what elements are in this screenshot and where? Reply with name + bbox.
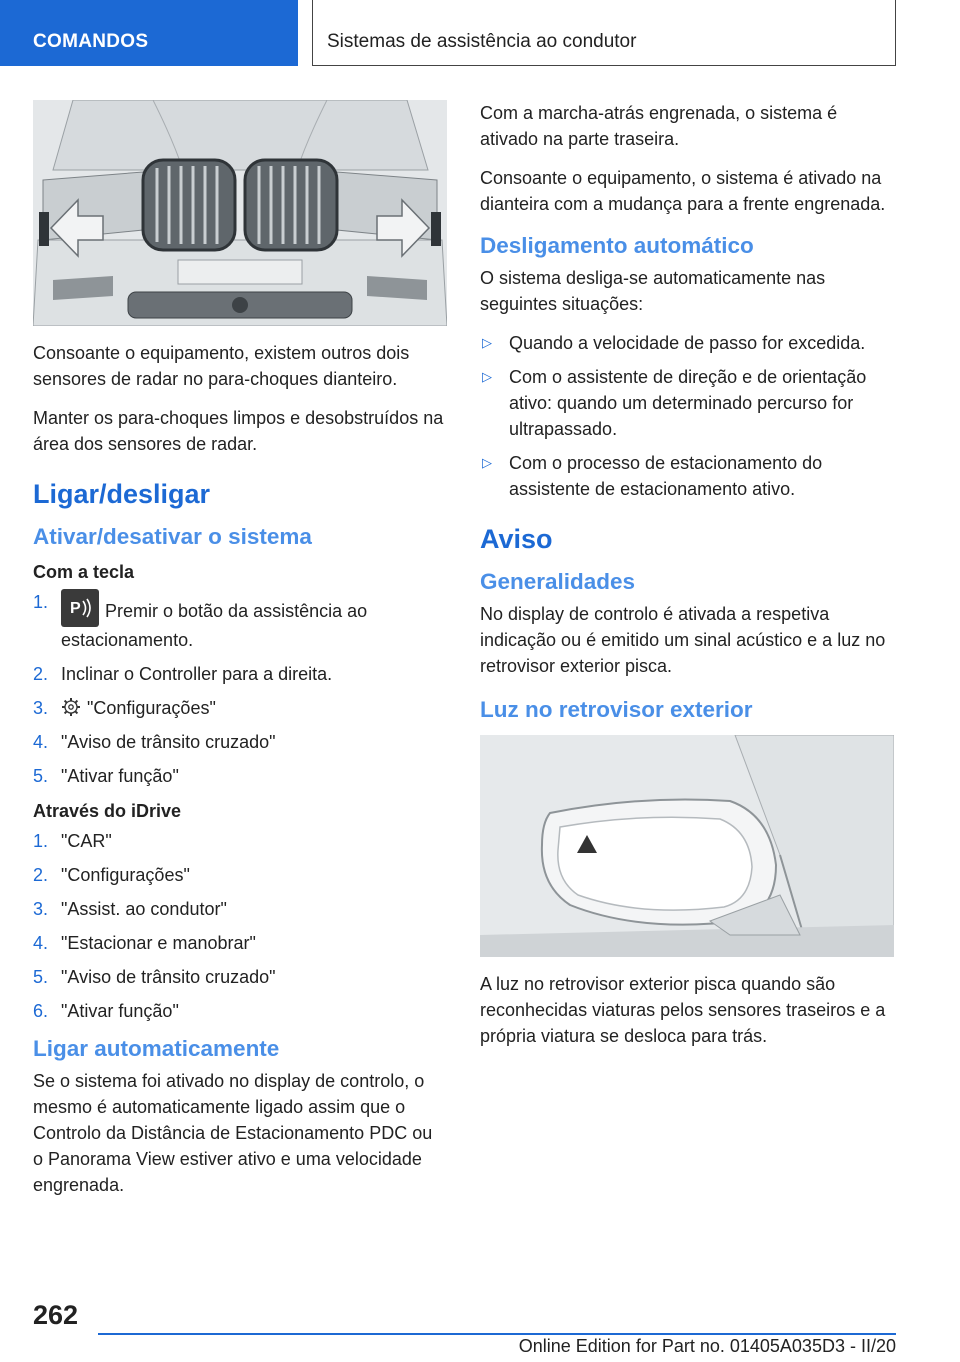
list-item (33, 964, 447, 990)
page-number: 262 (33, 1300, 79, 1330)
heading-luz-retrovisor: Luz no retrovisor exterior (480, 697, 753, 722)
bullet-triangle-icon: ▷ (482, 335, 492, 350)
step-text: "Aviso de trânsito cruzado" (61, 967, 276, 987)
list-item (33, 661, 447, 687)
step-text: "Estacionar e manobrar" (61, 933, 256, 953)
step-text: Inclinar o Controller para a direita. (61, 664, 333, 684)
list-item (480, 364, 894, 442)
heading-ligar-automaticamente: Ligar automaticamente (33, 1036, 280, 1061)
section-tab: COMANDOS (0, 0, 298, 66)
list-item (33, 896, 447, 922)
heading-ligar-desligar: Ligar/desligar (33, 479, 211, 509)
paragraph: A luz no retrovisor exterior pisca quando são reconhecidas viaturas pelos sensores traseiros e a própria viatura se desloca para trás. (480, 974, 886, 1046)
desligamento-list (480, 330, 894, 502)
park-assist-button-icon (61, 589, 99, 627)
chapter-title: Sistemas de assistência ao condutor (312, 0, 896, 66)
car-front-radar-figure (33, 100, 447, 326)
svg-text:P: P (70, 600, 81, 617)
step-text: "Configurações" (87, 698, 216, 718)
gear-icon (61, 697, 81, 717)
list-item (33, 862, 447, 888)
step-number: 1. (33, 592, 49, 612)
step-text: "Ativar função" (61, 1001, 179, 1021)
edition-text: Online Edition for Part no. 01405A035D3 - II/20 (518, 1336, 896, 1356)
list-item (33, 763, 447, 789)
bullet-triangle-icon: ▷ (482, 455, 492, 470)
step-number: 6. (33, 1001, 49, 1021)
paragraph: No display de controlo é ativada a respetiva indicação ou é emitido um sinal acústico e a luz no retrovisor exterior pisca. (480, 604, 886, 676)
paragraph: Se o sistema foi ativado no display de controlo, o mesmo é automaticamente ligado assim que o Controlo da Distância de Estacionamento PDC ou o Panorama View estiver ativo e uma velocidade engrenada. (33, 1071, 433, 1195)
step-text: "CAR" (61, 831, 112, 851)
list-item (33, 930, 447, 956)
paragraph: O sistema desliga-se automaticamente nas seguintes situações: (480, 268, 826, 314)
list-item (480, 450, 894, 502)
idrive-steps (33, 828, 447, 1024)
bullet-text: Com o processo de estacionamento do assistente de estacionamento ativo. (509, 453, 823, 499)
step-text: Premir o botão da assistência ao estacionamento. (61, 601, 368, 650)
bullet-text: Quando a velocidade de passo for excedida. (509, 333, 866, 353)
step-text: "Aviso de trânsito cruzado" (61, 732, 276, 752)
paragraph: Com a marcha-atrás engrenada, o sistema é ativado na parte traseira. (480, 103, 838, 149)
paragraph: Consoante o equipamento, o sistema é ativado na dianteira com a mudança para a frente engrenada. (480, 168, 886, 214)
heading-idrive: Através do iDrive (33, 801, 182, 821)
step-number: 5. (33, 967, 49, 987)
bullet-triangle-icon: ▷ (482, 369, 492, 384)
step-number: 2. (33, 664, 49, 684)
list-item (33, 998, 447, 1024)
left-column (33, 100, 447, 1211)
step-number: 1. (33, 831, 49, 851)
step-number: 3. (33, 899, 49, 919)
heading-aviso: Aviso (480, 524, 553, 554)
step-number: 5. (33, 766, 49, 786)
side-mirror-figure (480, 735, 894, 957)
step-text: "Assist. ao condutor" (61, 899, 227, 919)
list-item (480, 330, 894, 356)
step-number: 4. (33, 933, 49, 953)
step-number: 4. (33, 732, 49, 752)
bullet-text: Com o assistente de direção e de orientação ativo: quando um determinado percurso for ultrapassado. (509, 367, 867, 439)
list-item (33, 729, 447, 755)
heading-ativar-desativar: Ativar/desativar o sistema (33, 524, 312, 549)
step-number: 3. (33, 698, 49, 718)
heading-generalidades: Generalidades (480, 569, 636, 594)
car-front-illustration (33, 100, 447, 326)
step-text: "Ativar função" (61, 766, 179, 786)
list-item (33, 695, 447, 721)
step-number: 2. (33, 865, 49, 885)
side-mirror-illustration (480, 735, 894, 957)
paragraph: Consoante o equipamento, existem outros dois sensores de radar no para-choques dianteiro. (33, 343, 410, 389)
paragraph: Manter os para-choques limpos e desobstruídos na área dos sensores de radar. (33, 408, 444, 454)
tecla-steps (33, 589, 447, 789)
page-header (0, 0, 960, 66)
list-item (33, 589, 447, 653)
heading-com-a-tecla: Com a tecla (33, 562, 135, 582)
step-text: "Configurações" (61, 865, 190, 885)
footer-divider (98, 1333, 896, 1335)
right-column (480, 100, 894, 1062)
list-item (33, 828, 447, 854)
heading-desligamento-automatico: Desligamento automático (480, 233, 754, 258)
